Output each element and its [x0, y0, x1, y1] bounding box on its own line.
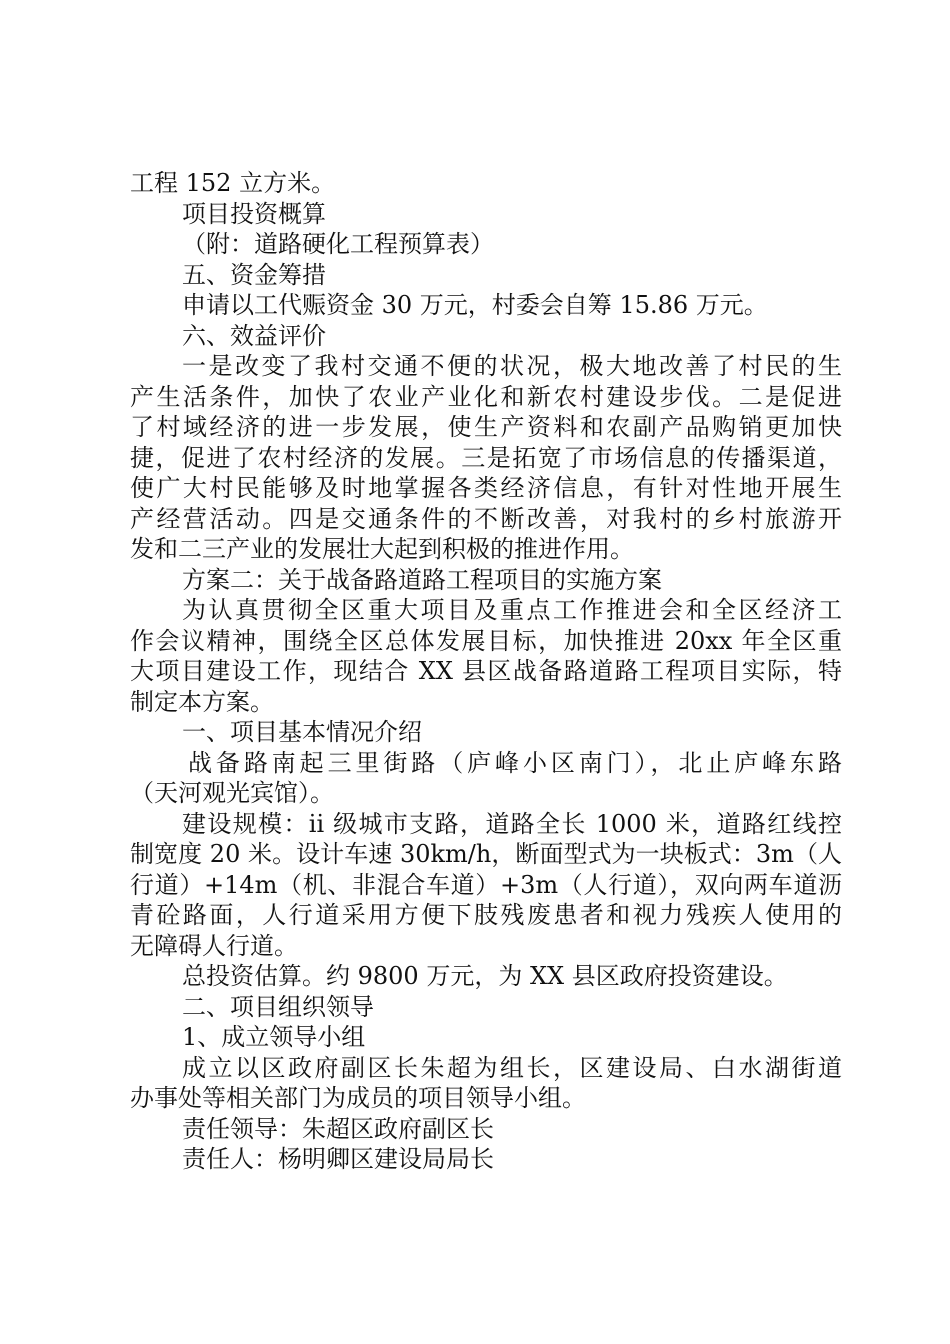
paragraph-line: 产生活条件，加快了农业产业化和新农村建设步伐。二是促进: [130, 382, 842, 411]
paragraph-line: 了村域经济的进一步发展，使生产资料和农副产品购销更加快: [130, 413, 842, 441]
paragraph-line: 捷，促进了农村经济的发展。三是拓宽了市场信息的传播渠道，: [130, 443, 842, 472]
paragraph-line: 一是改变了我村交通不便的状况，极大地改善了村民的生: [182, 352, 842, 380]
paragraph-line: 大项目建设工作，现结合 XX 县区战备路道路工程项目实际，特: [130, 657, 842, 685]
paragraph-line: 制定本方案。: [130, 687, 274, 716]
paragraph-line: 成立以区政府副区长朱超为组长，区建设局、白水湖街道: [182, 1053, 842, 1082]
paragraph-line: 为认真贯彻全区重大项目及重点工作推进会和全区经济工: [182, 596, 842, 624]
paragraph-line: 制宽度 20 米。设计车速 30km/h，断面型式为一块板式：3m（人: [130, 840, 842, 868]
paragraph-line: 发和二三产业的发展壮大起到积极的推进作用。: [130, 535, 634, 563]
text-line: 责任领导：朱超区政府副区长: [182, 1114, 494, 1143]
paragraph-line: 无障碍人行道。: [130, 931, 298, 960]
paragraph-line: 办事处等相关部门为成员的项目领导小组。: [130, 1084, 586, 1112]
paragraph-line: 产经营活动。四是交通条件的不断改善，对我村的乡村旅游开: [130, 504, 842, 533]
paragraph-line: 行道）+14m（机、非混合车道）+3m（人行道），双向两车道沥: [130, 870, 842, 899]
paragraph-line: 使广大村民能够及时地掌握各类经济信息，有针对性地开展生: [130, 474, 842, 502]
text-line: 工程 152 立方米。: [130, 169, 336, 197]
document-body: [130, 168, 842, 1175]
text-line: 申请以工代赈资金 30 万元，村委会自筹 15.86 万元。: [182, 291, 768, 319]
subsection-heading: 1、成立领导小组: [182, 1023, 366, 1051]
paragraph-line: 青砼路面，人行道采用方便下肢残废患者和视力残疾人使用的: [130, 901, 842, 929]
paragraph-line: 作会议精神，围绕全区总体发展目标，加快推进 20xx 年全区重: [130, 626, 842, 655]
text-line: 责任人：杨明卿区建设局局长: [182, 1145, 494, 1173]
paragraph-line: （天河观光宾馆）。: [130, 779, 334, 807]
section-heading: 五、资金筹措: [182, 260, 326, 289]
text-line: （附：道路硬化工程预算表）: [182, 230, 494, 258]
paragraph-line: 战备路南起三里街路（庐峰小区南门），北止庐峰东路: [188, 748, 842, 777]
paragraph-line: 建设规模：ii 级城市支路，道路全长 1000 米，道路红线控: [182, 809, 842, 838]
text-line: 总投资估算。约 9800 万元，为 XX 县区政府投资建设。: [182, 962, 788, 990]
section-heading: 六、效益评价: [182, 321, 326, 350]
section-heading: 方案二：关于战备路道路工程项目的实施方案: [182, 565, 662, 594]
section-title: 项目投资概算: [182, 199, 326, 228]
section-heading: 一、项目基本情况介绍: [182, 718, 422, 746]
section-heading: 二、项目组织领导: [182, 992, 374, 1021]
